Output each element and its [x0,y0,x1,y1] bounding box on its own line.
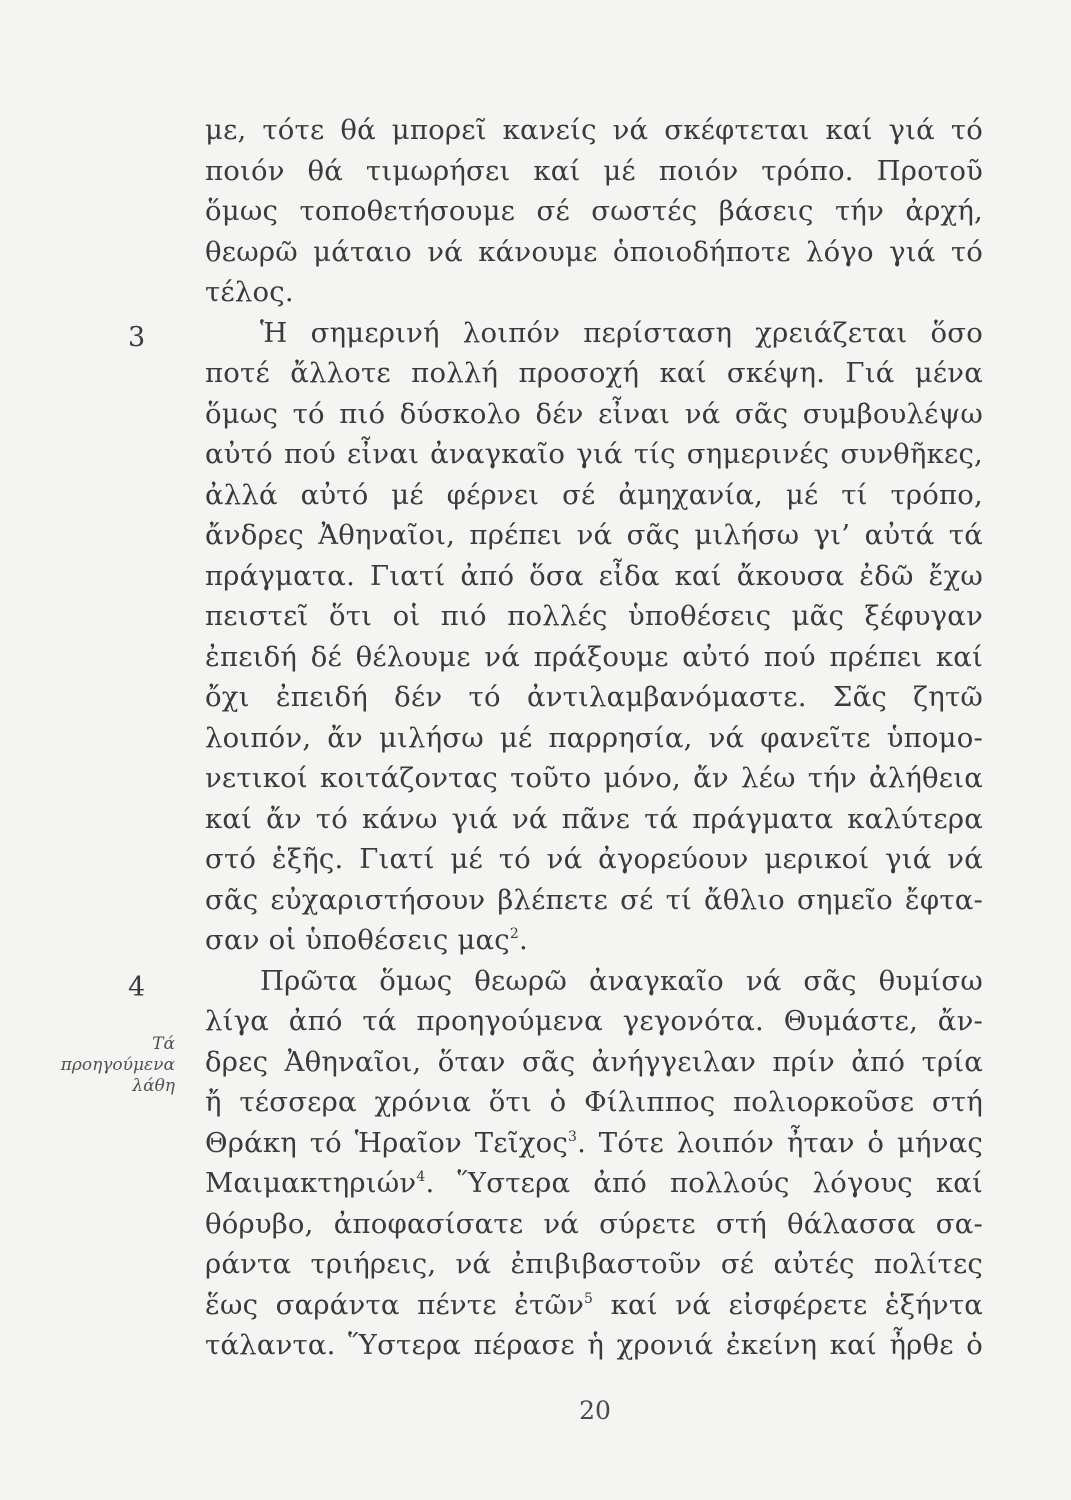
text-span: Θράκη τό Ἡραῖον Τεῖχος [205,1126,568,1159]
text-line: στό ἑξῆς. Γιατί μέ τό νά ἀγορεύουν μερικοί γιά νά [205,843,983,875]
text-span: . Ὕστερα ἀπό πολλούς λόγους καί [425,1167,983,1199]
text-line [205,1285,983,1326]
margin-note-line: λάθη [132,1076,175,1096]
margin-note-line: Τά [152,1034,175,1054]
section-number: 4 [128,972,146,1003]
text-line: καί ἄν τό κάνω γιά νά πᾶνε τά πράγματα καλύτερα [205,802,983,835]
footnote-ref: 4 [416,1169,426,1185]
text-line: Ἡ σημερινή λοιπόν περίσταση χρειάζεται ὅσο [260,316,983,349]
text-line: ποτέ ἄλλοτε πολλή προσοχή καί σκέψη. Γιά μένα [205,357,983,389]
text-line: τάλαντα. Ὕστερα πέρασε ἡ χρονιά ἐκείνη καί ἦρθε ὁ [205,1329,983,1361]
text-line: τέλος. [205,276,294,308]
text-line: ὄχι ἐπειδή δέν τό ἀντιλαμβανόμαστε. Σᾶς ζητῶ [205,681,983,713]
margin-note-line: προηγούμενα [60,1055,175,1075]
text-line: ὅμως τοποθετήσουμε σέ σωστές βάσεις τήν ἀρχή, [205,195,983,227]
text-line: ὅμως τό πιό δύσκολο δέν εἶναι νά σᾶς συμβουλέψω [205,397,983,430]
text-span: σαν οἱ ὑποθέσεις μας [205,924,510,956]
text-line [205,1163,983,1204]
text-line: σᾶς εὐχαριστήσουν βλέπετε σέ τί ἄθλιο σημεῖο ἔφτα- [205,883,983,916]
text-line: ἤ τέσσερα χρόνια ὅτι ὁ Φίλιππος πολιορκοῦσε στή [205,1086,983,1118]
text-line: με, τότε θά μπορεῖ κανείς νά σκέφτεται καί γιά τό [205,114,983,146]
text-line: λίγα ἀπό τά προηγούμενα γεγονότα. Θυμάστε, ἄν- [205,1005,983,1037]
text-line: νετικοί κοιτάζοντας τοῦτο μόνο, ἄν λέω τήν ἀλήθεια [205,762,983,794]
text-line: Πρῶτα ὅμως θεωρῶ ἀναγκαῖο νά σᾶς θυμίσω [260,964,983,997]
text-line: θόρυβο, ἀποφασίσατε νά σύρετε στή θάλασσα σα- [205,1207,983,1240]
margin-note [20,1034,175,1097]
text-span: . Τότε λοιπόν ἦταν ὁ μήνας [577,1126,983,1159]
text-span: καί νά εἰσφέρετε ἑξήντα [593,1288,983,1321]
body-text [205,110,983,1366]
footnote-ref: 5 [584,1290,594,1307]
page-number: 20 [579,1396,611,1425]
text-line [205,1123,983,1164]
footnote-ref: 3 [567,1128,578,1145]
text-line: αὐτό πού εἶναι ἀναγκαῖο γιά τίς σημερινές συνθῆκες, [205,438,983,470]
text-line: δρες Ἀθηναῖοι, ὅταν σᾶς ἀνήγγειλαν πρίν ἀπό τρία [205,1045,983,1078]
text-line: ἄνδρες Ἀθηναῖοι, πρέπει νά σᾶς μιλήσω γι’ αὐτά τά [205,519,983,551]
text-line: ποιόν θά τιμωρήσει καί μέ ποιόν τρόπο. Προτοῦ [205,154,983,187]
text-line: ράντα τριήρεις, νά ἐπιβιβαστοῦν σέ αὐτές πολίτες [205,1248,983,1280]
text-line: θεωρῶ μάταιο νά κάνουμε ὁποιοδήποτε λόγο γιά τό [205,235,983,268]
text-line: ἀλλά αὐτό μέ φέρνει σέ ἀμηχανία, μέ τί τρόπο, [205,478,983,511]
text-line: λοιπόν, ἄν μιλήσω μέ παρρησία, νά φανεῖτε ὑπομο- [205,721,983,754]
text-span: ἕως σαράντα πέντε ἐτῶν [205,1288,585,1321]
text-line: ἐπειδή δέ θέλουμε νά πράξουμε αὐτό πού πρέπει καί [205,640,983,673]
text-line [205,920,983,961]
text-span: Μαιμακτηριών [205,1167,417,1199]
text-span: . [518,924,528,956]
footnote-ref: 2 [509,926,519,942]
text-line: πράγματα. Γιατί ἀπό ὅσα εἶδα καί ἄκουσα ἐδῶ ἔχω [205,559,983,592]
text-line: πειστεῖ ὅτι οἱ πιό πολλές ὑποθέσεις μᾶς ξέφυγαν [205,600,983,632]
section-number: 3 [128,322,146,353]
